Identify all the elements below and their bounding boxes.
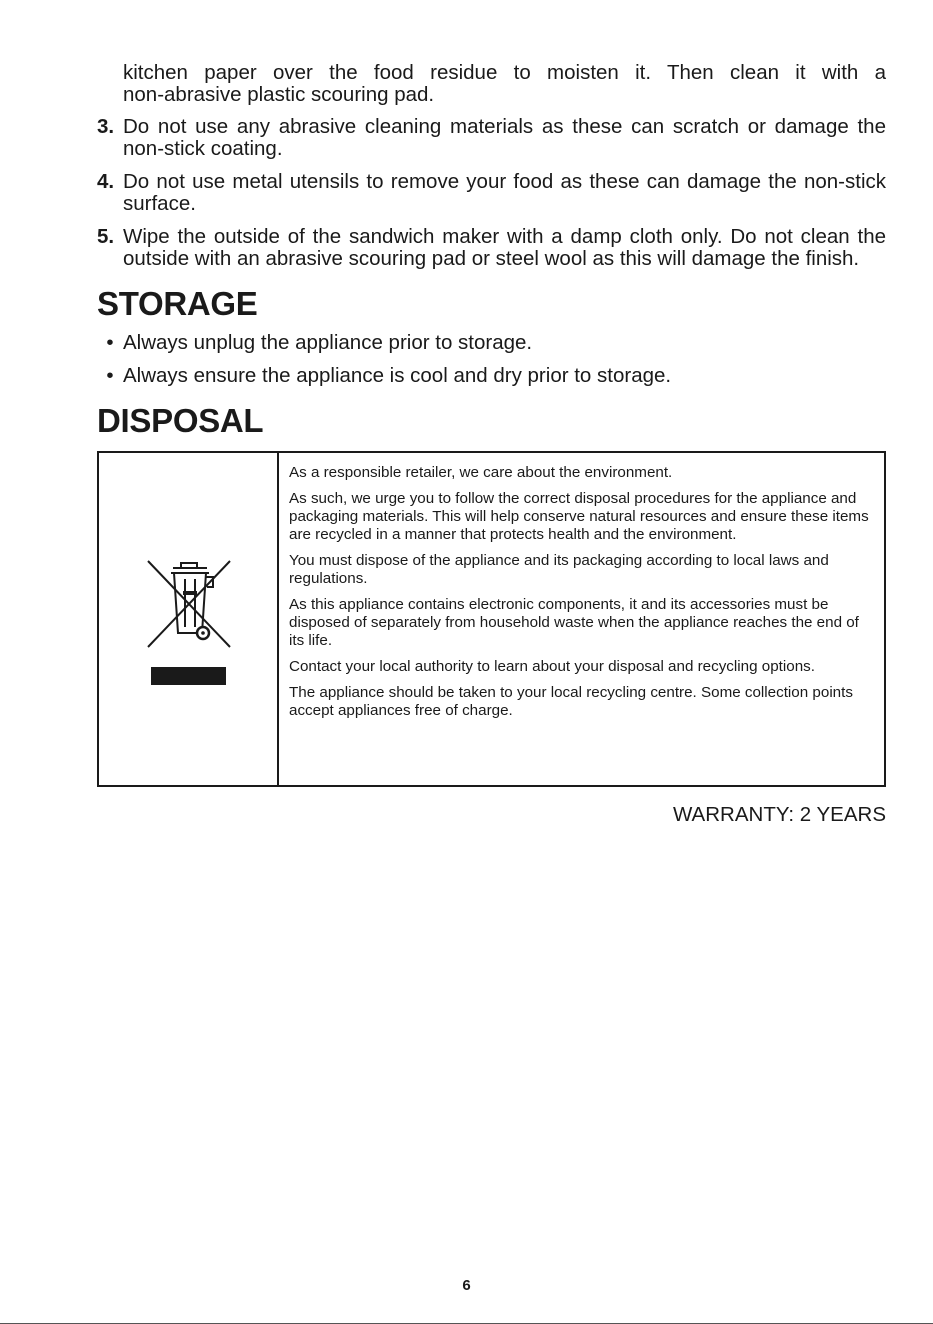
disposal-paragraph-3: You must dispose of the appliance and its packaging according to local laws and regulations.: [289, 552, 829, 587]
instruction-item-3: [97, 116, 886, 160]
disposal-box: [97, 451, 886, 787]
instruction-item-4: [97, 171, 886, 215]
list-item-text: Always unplug the appliance prior to storage.: [123, 331, 533, 354]
symbol-bar: [151, 667, 226, 685]
warranty-label: WARRANTY: 2 YEARS: [672, 803, 886, 826]
list-item: [97, 332, 886, 354]
disposal-paragraph-5: Contact your local authority to learn about your disposal and recycling options.: [289, 658, 815, 675]
page-content: [97, 62, 886, 827]
storage-heading: STORAGE: [97, 285, 258, 322]
disposal-heading: DISPOSAL: [97, 402, 264, 439]
continued-instruction: [123, 62, 886, 106]
item-number: 3.: [97, 115, 115, 138]
instruction-item-5: [97, 226, 886, 270]
continued-line-2: non-abrasive plastic scouring pad.: [123, 83, 435, 106]
item-text: Wipe the outside of the sandwich maker with a damp cloth only. Do not clean the outside with an abrasive scouring pad or steel wool as this will damage the finish.: [123, 225, 886, 270]
page-number: 6: [462, 1277, 471, 1294]
item-number: 5.: [97, 225, 115, 248]
disposal-symbol-cell: [99, 453, 279, 785]
list-item-text: Always ensure the appliance is cool and dry prior to storage.: [123, 364, 672, 387]
crossed-out-wheelie-bin-icon: [145, 557, 233, 653]
disposal-text-cell: [279, 453, 884, 785]
item-number: 4.: [97, 170, 115, 193]
continued-line-1: kitchen paper over the food residue to moisten it. Then clean it with a: [123, 61, 886, 84]
bullet-icon: •: [106, 364, 114, 387]
disposal-paragraph-6: The appliance should be taken to your local recycling centre. Some collection points accept appliances free of charge.: [289, 684, 853, 719]
list-item: [97, 365, 886, 387]
disposal-paragraph-4: As this appliance contains electronic components, it and its accessories must be disposed of separately from household waste when the appliance reaches the end of its life.: [289, 596, 859, 649]
disposal-paragraph-1: As a responsible retailer, we care about the environment.: [289, 464, 673, 481]
item-text: Do not use metal utensils to remove your food as these can damage the non-stick surface.: [123, 170, 886, 215]
item-text: Do not use any abrasive cleaning materials as these can scratch or damage the non-stick coating.: [123, 115, 886, 160]
storage-list: [97, 332, 886, 387]
disposal-paragraph-2: As such, we urge you to follow the correct disposal procedures for the appliance and packaging materials. This will help conserve natural resources and ensure these items are recycled in a manner that protects health and the environment.: [289, 490, 869, 543]
bullet-icon: •: [106, 331, 114, 354]
